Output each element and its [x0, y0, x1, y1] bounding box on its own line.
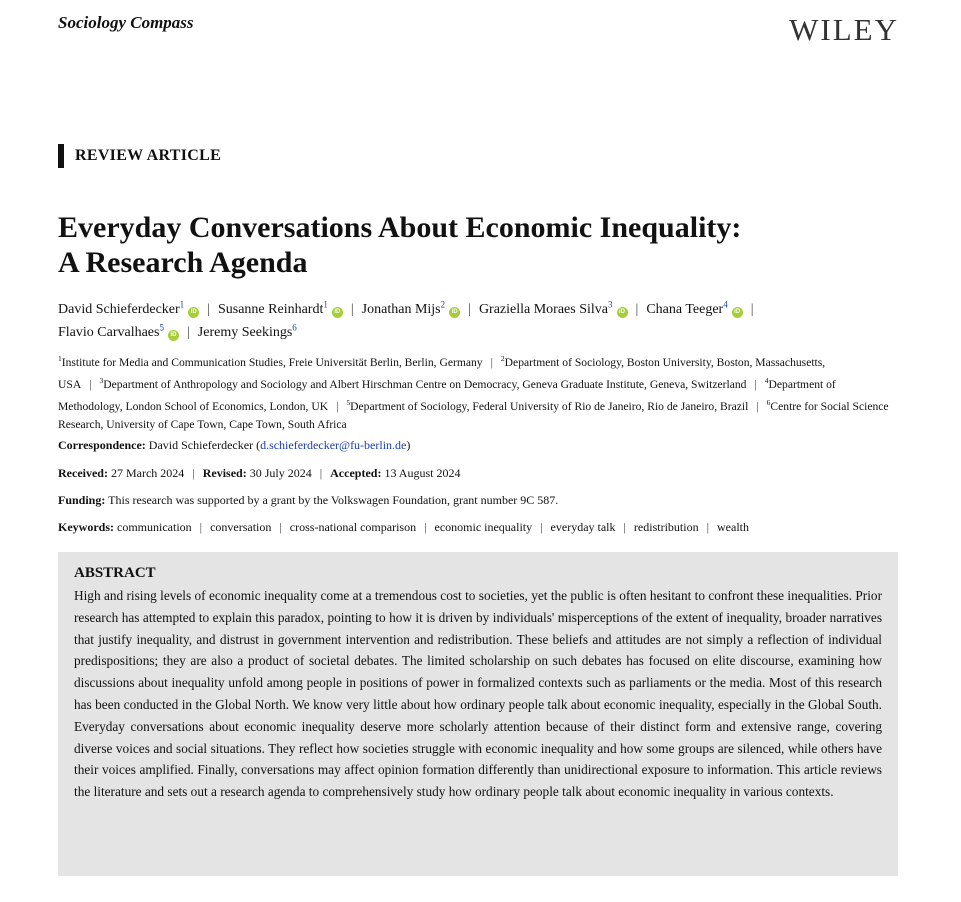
affiliation-item: $^3$Department of Anthropology and Sociology and Albert Hirschman Centre on Democracy, Geneva Graduate Institute, Geneva, Switzerland	[99, 376, 747, 392]
affiliations: $^1$Institute for Media and Communication Studies, Freie Universität Berlin, Berlin, Germany | $^2$Department of Sociology, Boston University, Boston, Massachusetts, USA | $^3$Department of Anthropology and Sociology and Albert Hirschman Centre on Democracy, Geneva Graduate Institute, Geneva, Switzerland | $^4$Department of Methodology, London School of Economics, London, UK | $^5$Department of Sociology, Federal University of Rio de Janeiro, Rio de Janeiro, Brazil | $^6$Centre for Social Science Research, University of Cape Town, Cape Town, South Africa	[58, 354, 889, 432]
affiliation-item: $^1$Institute for Media and Communication Studies, Freie Universität Berlin, Berlin, Germany	[58, 354, 483, 369]
keyword: conversation	[210, 520, 272, 534]
accepted-label: Accepted:	[330, 466, 382, 480]
affiliation-item: $^2$Department of Sociology, Boston University, Boston, Massachusetts, USA	[58, 354, 826, 392]
author-list	[58, 295, 898, 342]
title-line-1: Everyday Conversations About Economic Inequality:	[58, 211, 742, 244]
affiliation-marker: 5	[159, 322, 164, 333]
affiliation-marker: 3	[608, 299, 613, 309]
author-separator: |	[750, 301, 754, 317]
publisher-logo: WILEY	[789, 12, 899, 47]
received-label: Received:	[58, 466, 108, 480]
funding	[58, 492, 898, 508]
keyword: everyday talk	[550, 520, 616, 534]
orcid-icon[interactable]: iD	[168, 330, 179, 341]
author-item[interactable]	[646, 299, 742, 317]
article-title	[58, 210, 898, 280]
author-name: Flavio Carvalhaes	[58, 325, 160, 341]
author-name: David Schieferdecker	[58, 301, 180, 317]
keyword: redistribution	[633, 520, 699, 534]
author-separator: |	[207, 301, 210, 317]
author-name: Graziella Moraes Silva	[478, 301, 608, 317]
correspondence-name: David Schieferdecker	[148, 438, 254, 452]
orcid-icon[interactable]: iD	[617, 307, 628, 318]
journal-name: Sociology Compass	[58, 13, 194, 32]
orcid-icon[interactable]: iD	[732, 307, 743, 318]
affiliation-item: $^5$Department of Sociology, Federal University of Rio de Janeiro, Rio de Janeiro, Brazil	[346, 398, 749, 414]
correspondence-label: Correspondence:	[58, 438, 146, 452]
author-separator: |	[186, 325, 190, 341]
affiliation-marker: 2	[440, 299, 446, 309]
author-item[interactable]	[217, 299, 343, 317]
revised-date: 30 July 2024	[249, 466, 312, 480]
funding-text: This research was supported by a grant by the Volkswagen Foundation, grant number 9C 587.	[108, 493, 559, 507]
orcid-icon[interactable]: iD	[332, 307, 343, 318]
author-item[interactable]	[478, 299, 628, 317]
abstract-box	[58, 552, 898, 876]
author-separator: |	[635, 301, 639, 317]
keyword: cross-national comparison	[289, 520, 417, 534]
author-item[interactable]	[197, 322, 297, 341]
correspondence-email-link[interactable]: d.schieferdecker@fu-berlin.de	[260, 438, 407, 452]
affiliation-item: $^6$Centre for Social Science Research, University of Cape Town, Cape Town, South Africa	[58, 398, 889, 432]
author-separator: |	[468, 301, 471, 317]
affiliation-marker: 1	[179, 299, 185, 309]
article-type-label: REVIEW ARTICLE	[58, 144, 221, 168]
author-name: Susanne Reinhardt	[217, 301, 324, 317]
author-item[interactable]	[58, 322, 179, 341]
keyword: economic inequality	[434, 520, 533, 534]
keyword: wealth	[717, 520, 749, 534]
author-item[interactable]	[361, 299, 460, 317]
abstract-heading: ABSTRACT	[74, 565, 156, 581]
correspondence: Correspondence: David Schieferdecker (d.schieferdecker@fu-berlin.de)	[58, 438, 411, 452]
affiliation-marker: 1	[323, 299, 328, 309]
received-date: 27 March 2024	[110, 466, 185, 480]
author-name: Chana Teeger	[646, 301, 724, 317]
accepted-date: 13 August 2024	[384, 466, 461, 480]
revised-label: Revised:	[202, 466, 247, 480]
author-separator: |	[350, 301, 354, 317]
title-line-2: A Research Agenda	[58, 246, 308, 279]
orcid-icon[interactable]: iD	[449, 307, 460, 318]
author-name: Jonathan Mijs	[361, 301, 441, 317]
funding-label: Funding:	[58, 493, 106, 507]
abstract-text: High and rising levels of economic inequality come at a tremendous cost to societies, yet the public is often hesitant to confront these inequalities. Prior research has attempted to explain this paradox, pointing to how it is driven by individuals' misperceptions of the extent of inequality, broader narratives that justify inequality, and distrust in government intervention and redistribution. These beliefs and attitudes are not simply a reflection of individual predispositions; they are also a product of societal debates. The limited scholarship on such debates has focused on elite discourse, examining how discussions about inequality unfold among people in positions of power in formalized contexts such as parliaments or the media. Most of this research has been conducted in the Global North. We know very little about how ordinary people talk about economic inequality, especially in the Global South. Everyday conversations about economic inequality deserve more scholarly attention because of their distinct form and extensive range, covering diverse voices and social situations. They reflect how societies struggle with economic inequality and how some groups are silenced, while others have their voices amplified. Finally, conversations may affect opinion formation differently than unidirectional exposure to information. This article reviews the literature and sets out a research agenda to comprehensively study how ordinary people talk about economic inequality in various contexts.	[74, 588, 882, 800]
author-item[interactable]	[58, 299, 199, 317]
keyword: communication	[117, 520, 192, 534]
article-dates: Received: 27 March 2024 | Revised: 30 July 2024 | Accepted: 13 August 2024	[58, 466, 461, 480]
affiliation-marker: 4	[723, 299, 728, 309]
keywords-label: Keywords:	[58, 520, 114, 534]
affiliation-item: $^4$Department of Methodology, London School of Economics, London, UK	[58, 376, 836, 414]
keywords: Keywords: communication | conversation | cross-national comparison | economic inequality | everyday talk | redistribution | wealth	[58, 520, 749, 534]
affiliation-marker: 6	[292, 322, 297, 333]
author-name: Jeremy Seekings	[197, 325, 293, 341]
orcid-icon[interactable]: iD	[188, 307, 199, 318]
